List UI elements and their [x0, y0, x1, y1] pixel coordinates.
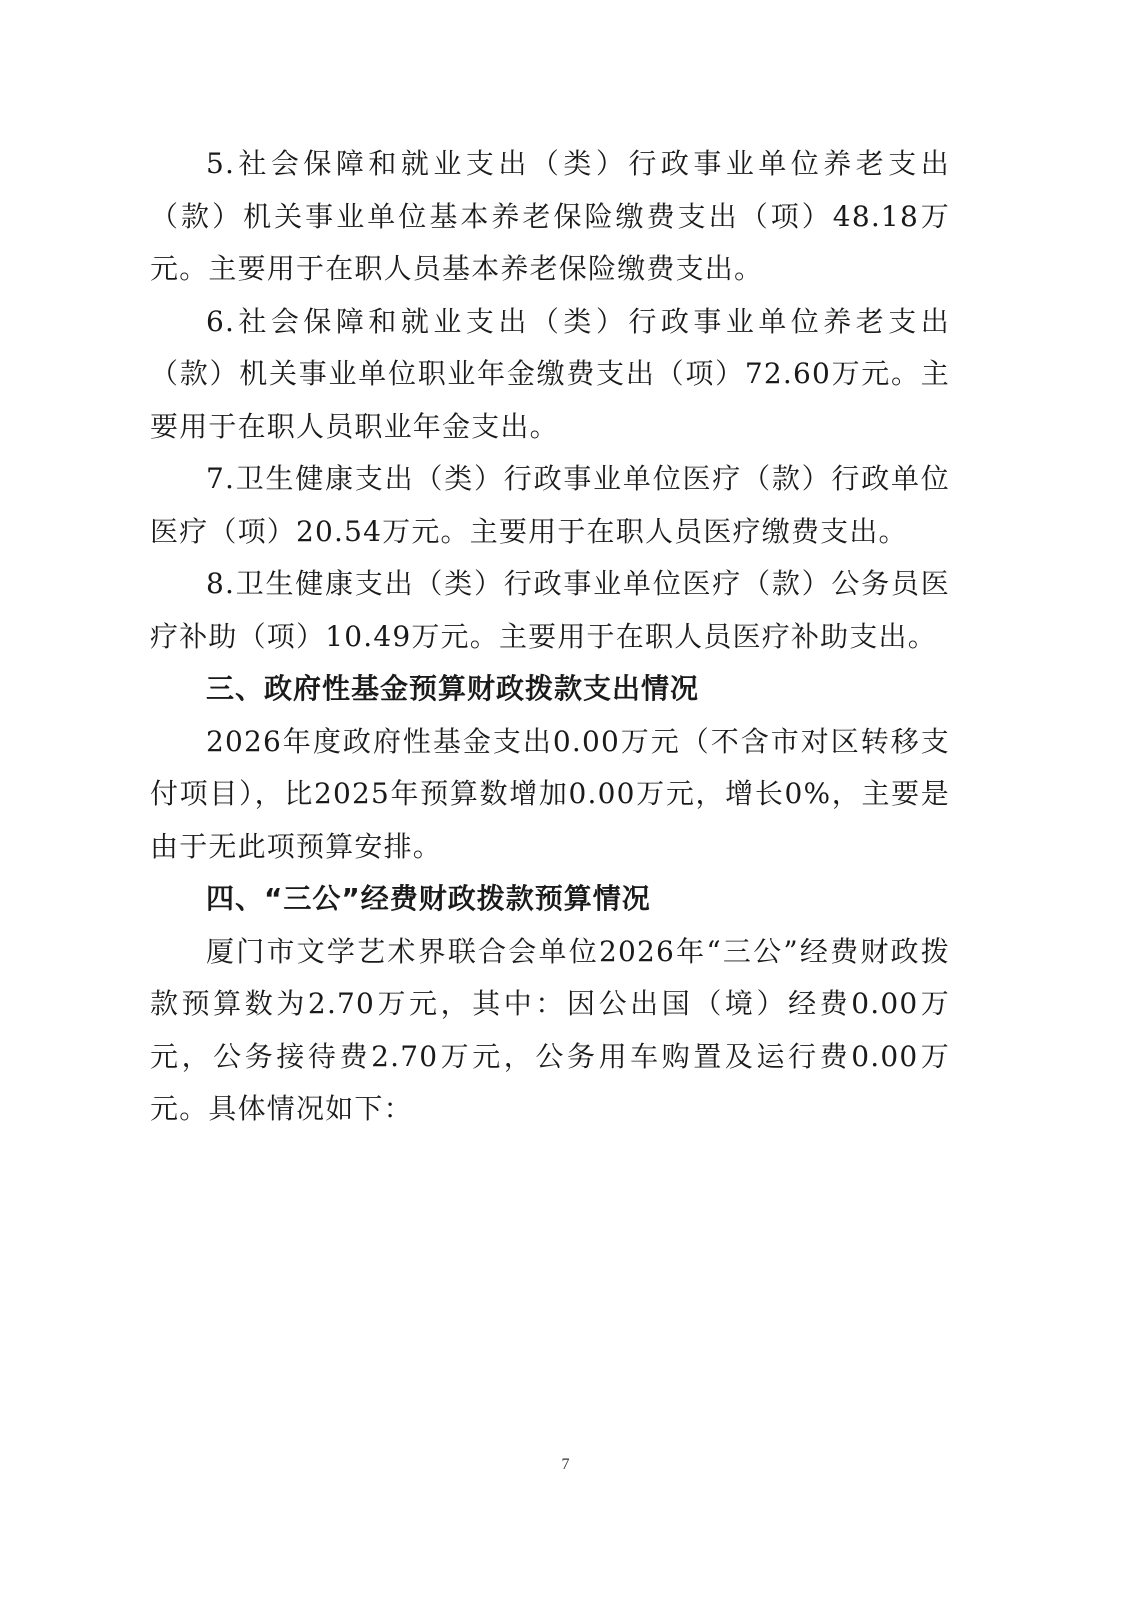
section-heading-3: 三、政府性基金预算财政拨款支出情况: [206, 672, 700, 705]
paragraph-government-fund: 2026年度政府性基金支出0.00万元（不含市对区转移支付项目），比2025年预算数增加0.00万元，增长0%，主要是由于无此项预算安排。: [150, 724, 950, 863]
document-body: [150, 138, 950, 1136]
paragraph-item-8: 8.卫生健康支出（类）行政事业单位医疗（款）公务员医疗补助（项）10.49万元。主要用于在职人员医疗补助支出。: [150, 567, 950, 653]
page-number: 7: [561, 1456, 570, 1473]
paragraph-item-6: 6.社会保障和就业支出（类）行政事业单位养老支出（款）机关事业单位职业年金缴费支出（项）72.60万元。主要用于在职人员职业年金支出。: [150, 304, 950, 443]
paragraph-item-7: 7.卫生健康支出（类）行政事业单位医疗（款）行政单位医疗（项）20.54万元。主要用于在职人员医疗缴费支出。: [150, 462, 950, 548]
paragraph-item-5: 5.社会保障和就业支出（类）行政事业单位养老支出（款）机关事业单位基本养老保险缴费支出（项）48.18万元。主要用于在职人员基本养老保险缴费支出。: [150, 147, 950, 285]
section-heading-4: 四、“三公”经费财政拨款预算情况: [206, 882, 651, 915]
paragraph-three-public-expenses: 厦门市文学艺术界联合会单位2026年“三公”经费财政拨款预算数为2.70万元，其中：因公出国（境）经费0.00万元，公务接待费2.70万元，公务用车购置及运行费0.00万元。具体情况如下：: [150, 934, 950, 1125]
